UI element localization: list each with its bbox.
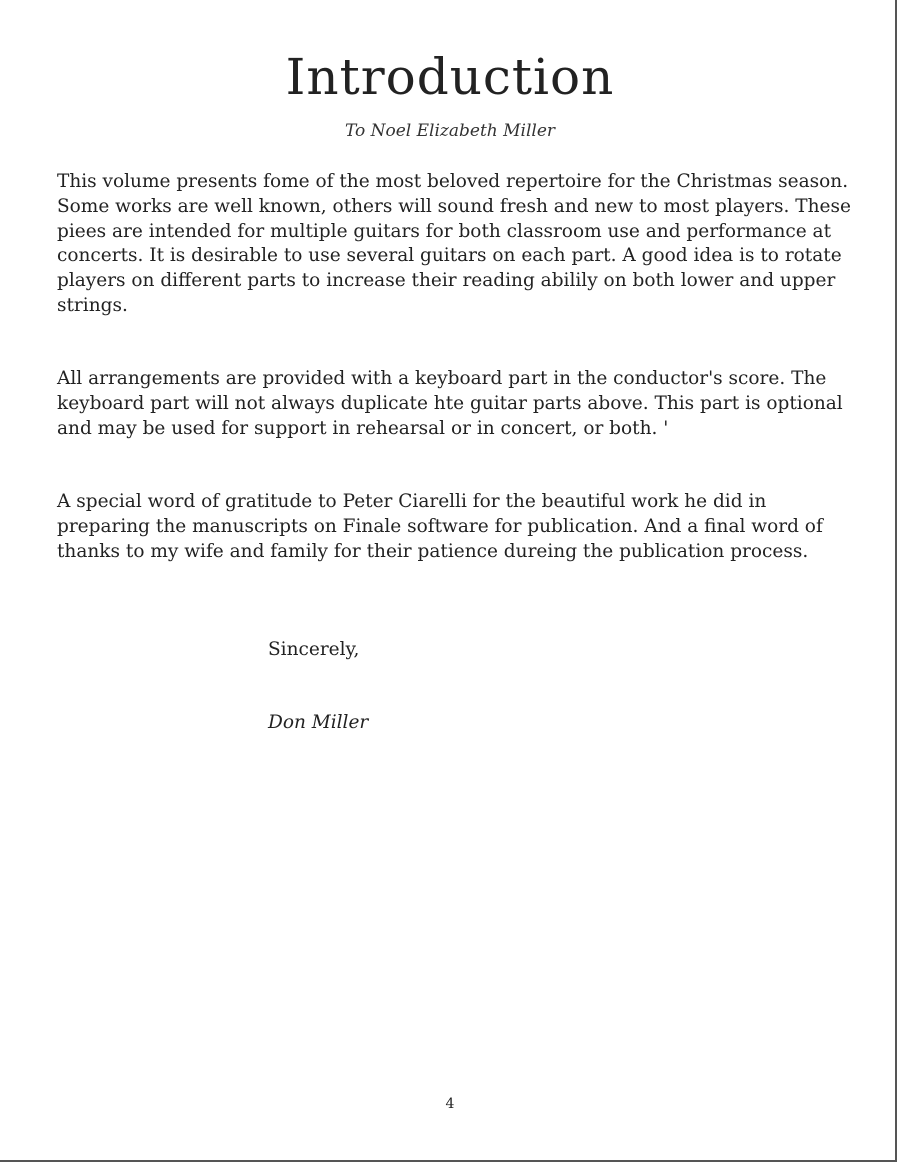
page-title: Introduction (285, 48, 615, 106)
closing-salutation: Sincerely, (268, 639, 360, 660)
page-number: 4 (445, 1096, 455, 1112)
paragraph-gratitude: A special word of gratitude to Peter Ciarelli for the beautiful work he did in preparing the manuscripts on Finale software for publication. And a final word of thanks to my wife and family for their patience dureing the publication process. (57, 491, 823, 562)
dedication-line: To Noel Elizabeth Miller (344, 121, 556, 141)
author-signature: Don Miller (268, 712, 369, 733)
paragraph-intro: This volume presents fome of the most beloved repertoire for the Christmas season. Some works are well known, others will sound fresh and new to most players. These piees are intended for multiple guitars for both classroom use and performance at concerts. It is desirable to use several guitars on each part. A good idea is to rotate players on different parts to increase their reading abilily on both lower and upper strings. (57, 171, 851, 316)
paragraph-keyboard: All arrangements are provided with a keyboard part in the conductor's score. The keyboard part will not always duplicate hte guitar parts above. This part is optional and may be used for support in rehearsal or in concert, or both. ' (57, 368, 843, 439)
